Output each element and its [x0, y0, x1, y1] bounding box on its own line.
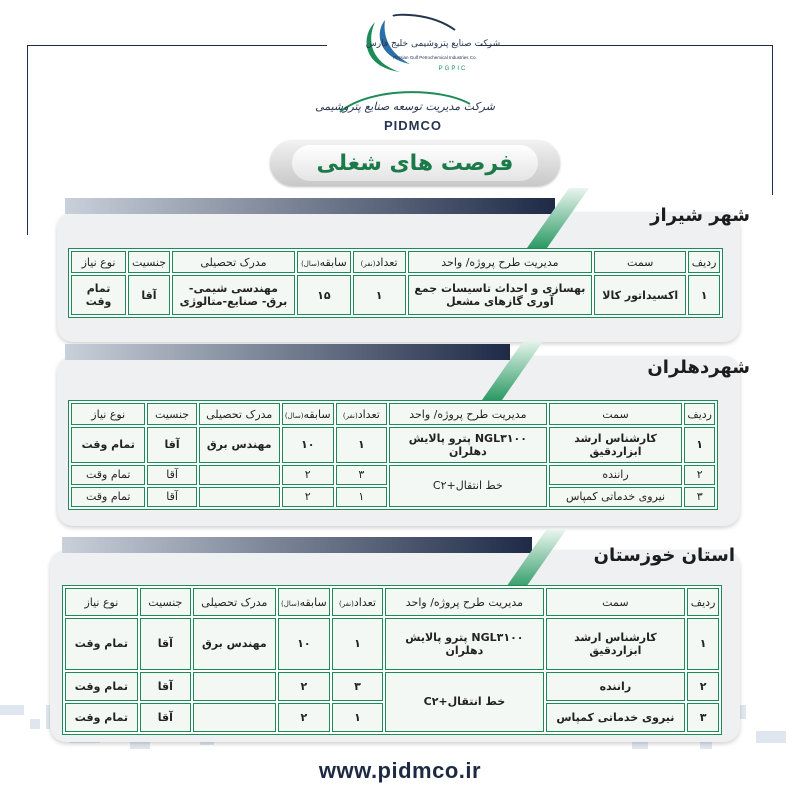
cell-count: ۱ — [336, 487, 387, 507]
cell-row: ۱ — [688, 275, 720, 315]
col-degree-header: مدرک تحصیلی — [199, 403, 280, 425]
cell-type: تمام وقت — [65, 672, 138, 701]
experience-label: سابقه — [319, 255, 347, 269]
page-title: فرصت های شغلی — [292, 145, 538, 181]
experience-label: سابقه — [303, 407, 331, 421]
jobs-table-khuzestan — [62, 585, 722, 735]
col-count-header — [336, 403, 387, 425]
cell-degree — [199, 487, 280, 507]
cell-count: ۱ — [332, 618, 383, 670]
count-unit: (نفر) — [339, 599, 354, 608]
cell-position: اکسیداتور کالا — [594, 275, 686, 315]
cell-type: تمام وقت — [71, 487, 145, 507]
table-header-row — [71, 251, 720, 273]
cell-experience: ۱۵ — [297, 275, 351, 315]
col-position-header: سمت — [549, 403, 683, 425]
cell-management: NGL۳۱۰۰ پترو پالایش دهلران — [385, 618, 543, 670]
cell-experience: ۱۰ — [282, 427, 334, 463]
pidmco-logo-fa: شرکت مدیریت توسعه صنایع پتروشیمی — [315, 100, 495, 113]
table-row — [71, 427, 715, 463]
cell-position: نیروی خدماتی کمپاس — [546, 703, 685, 732]
website-link[interactable]: www.pidmco.ir — [318, 758, 482, 783]
cell-experience: ۱۰ — [278, 618, 330, 670]
table-row — [71, 465, 715, 485]
cell-position: راننده — [549, 465, 683, 485]
col-degree-header: مدرک تحصیلی — [193, 588, 276, 616]
col-experience-header — [278, 588, 330, 616]
cell-type: تمام وقت — [65, 703, 138, 732]
cell-gender: آقا — [147, 427, 196, 463]
cell-degree: مهندس برق — [193, 618, 276, 670]
count-unit: (نفر) — [360, 259, 376, 268]
col-position-header: سمت — [546, 588, 685, 616]
jobs-table-shiraz — [68, 248, 723, 318]
cell-degree — [193, 672, 276, 701]
frame-top-left-line — [27, 45, 327, 46]
col-type-header: نوع نیاز — [71, 403, 145, 425]
col-experience-header — [297, 251, 351, 273]
experience-unit: (سال) — [301, 259, 320, 268]
cell-row: ۱ — [687, 618, 719, 670]
cell-count: ۳ — [332, 672, 383, 701]
cell-degree — [193, 703, 276, 732]
col-experience-header — [282, 403, 334, 425]
section-band-dehloran — [65, 344, 510, 360]
table-header-row — [65, 588, 719, 616]
cell-gender: آقا — [128, 275, 170, 315]
section-band-khuzestan — [62, 537, 532, 553]
count-label: تعداد — [357, 407, 380, 421]
cell-gender: آقا — [147, 465, 196, 485]
pgpic-logo — [355, 12, 501, 77]
cell-degree: مهندس برق — [199, 427, 280, 463]
cell-gender: آقا — [140, 672, 191, 701]
cell-row: ۲ — [684, 465, 715, 485]
col-gender-header: جنسیت — [140, 588, 191, 616]
col-degree-header: مدرک تحصیلی — [172, 251, 295, 273]
table-row — [65, 672, 719, 701]
cell-experience: ۲ — [282, 465, 334, 485]
section-title-dehloran: شهردهلران — [647, 357, 750, 378]
col-management-header: مدیریت طرح پروژه/ واحد — [385, 588, 543, 616]
col-row-header: ردیف — [684, 403, 715, 425]
cell-management: NGL۳۱۰۰ پترو پالایش دهلران — [389, 427, 547, 463]
count-unit: (نفر) — [342, 411, 358, 420]
col-row-header: ردیف — [687, 588, 719, 616]
section-title-shiraz: شهر شیراز — [650, 205, 750, 226]
table-header-row — [71, 403, 715, 425]
col-type-header: نوع نیاز — [71, 251, 126, 273]
section-title-khuzestan: استان خوزستان — [593, 545, 735, 566]
cell-position: کارشناس ارشد ابزاردقیق — [546, 618, 685, 670]
experience-unit: (سال) — [281, 599, 300, 608]
experience-label: سابقه — [299, 595, 327, 609]
cell-experience: ۲ — [278, 703, 330, 732]
col-position-header: سمت — [594, 251, 686, 273]
col-count-header — [332, 588, 383, 616]
cell-type: تمام وقت — [65, 618, 138, 670]
cell-count: ۱ — [336, 427, 387, 463]
cell-type: تمام وقت — [71, 275, 126, 315]
brand-name: PIDMCO — [384, 118, 442, 133]
col-type-header: نوع نیاز — [65, 588, 138, 616]
cell-type: تمام وقت — [71, 427, 145, 463]
frame-top-right-line — [478, 45, 773, 46]
col-gender-header: جنسیت — [128, 251, 170, 273]
cell-management-merged: خط انتقال+C۲ — [385, 672, 543, 732]
frame-left-line — [27, 45, 28, 235]
cell-experience: ۲ — [278, 672, 330, 701]
cell-type: تمام وقت — [71, 465, 145, 485]
cell-row: ۳ — [687, 703, 719, 732]
pgpic-logo-fa: شرکت صنایع پتروشیمی خلیج فارس — [365, 39, 501, 49]
cell-degree — [199, 465, 280, 485]
section-band-shiraz — [65, 198, 555, 214]
frame-right-line — [772, 45, 773, 195]
col-row-header: ردیف — [688, 251, 720, 273]
pgpic-logo-abbr: PGPIC — [438, 66, 468, 72]
cell-row: ۱ — [684, 427, 715, 463]
table-row — [65, 618, 719, 670]
count-label: تعداد — [375, 255, 398, 269]
cell-count: ۳ — [336, 465, 387, 485]
cell-position: نیروی خدماتی کمپاس — [549, 487, 683, 507]
cell-row: ۳ — [684, 487, 715, 507]
cell-gender: آقا — [140, 618, 191, 670]
cell-row: ۲ — [687, 672, 719, 701]
cell-experience: ۲ — [282, 487, 334, 507]
pgpic-logo-en: Persian Gulf Petrochemical Industries Co. — [393, 55, 477, 60]
jobs-table-dehloran — [68, 400, 718, 510]
col-management-header: مدیریت طرح پروژه/ واحد — [389, 403, 547, 425]
cell-position: راننده — [546, 672, 685, 701]
cell-management: بهسازی و احداث تاسیسات جمع آوری گازهای مشعل — [408, 275, 593, 315]
col-gender-header: جنسیت — [147, 403, 196, 425]
count-label: تعداد — [353, 595, 376, 609]
cell-gender: آقا — [140, 703, 191, 732]
col-management-header: مدیریت طرح پروژه/ واحد — [408, 251, 593, 273]
cell-count: ۱ — [332, 703, 383, 732]
experience-unit: (سال) — [284, 411, 304, 420]
cell-gender: آقا — [147, 487, 196, 507]
cell-count: ۱ — [353, 275, 406, 315]
table-row — [71, 275, 720, 315]
cell-management-merged: خط انتقال+C۲ — [389, 465, 547, 507]
cell-position: کارشناس ارشد ابزاردقیق — [549, 427, 683, 463]
col-count-header — [353, 251, 406, 273]
cell-degree: مهندسی شیمی- برق- صنایع-متالوژی — [172, 275, 295, 315]
